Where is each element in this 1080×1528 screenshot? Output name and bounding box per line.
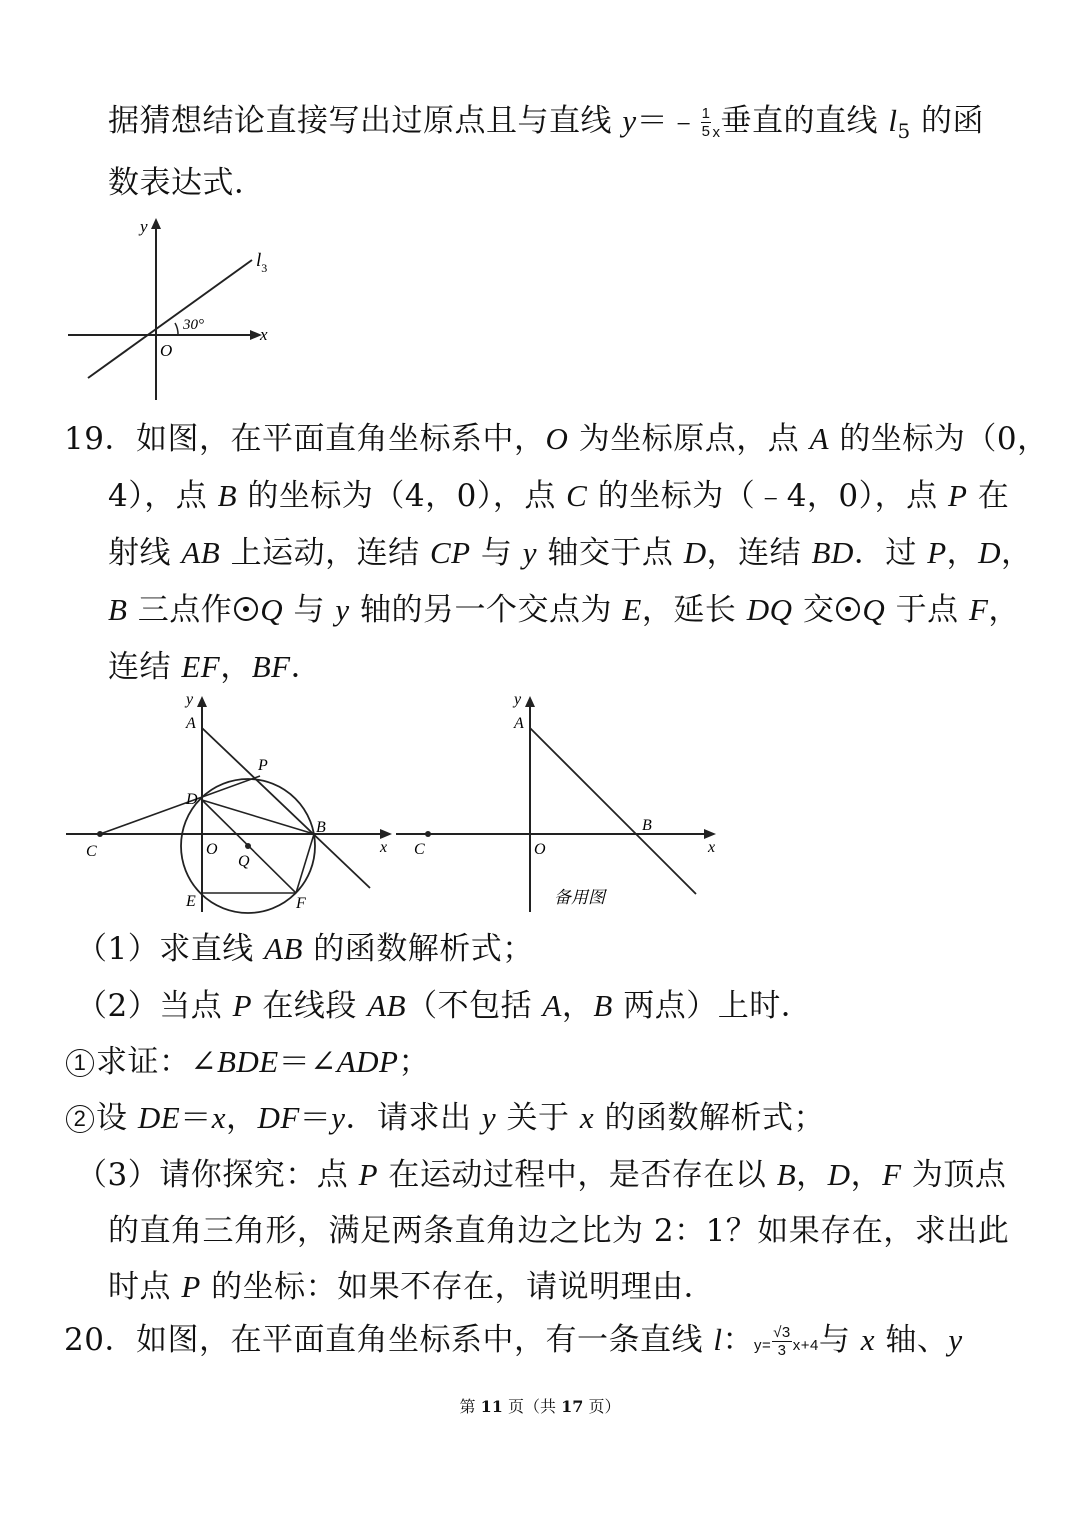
- y-arrow: [151, 218, 161, 229]
- page-total: 17: [561, 1397, 584, 1416]
- label-a: A: [514, 715, 524, 732]
- part-1: （1）求直线 AB 的函数解析式；: [76, 931, 534, 967]
- fraction-one-fifth: $\frac{1}{5}$: [701, 105, 711, 140]
- label-d: D: [186, 791, 198, 808]
- x-label: x: [260, 325, 268, 344]
- label-f: F: [296, 895, 306, 912]
- q19-line-1: 19．如图，在平面直角坐标系中，O 为坐标原点，点 A 的坐标为（0，: [64, 421, 1049, 457]
- x-arrow: [704, 829, 716, 839]
- figure-q19-main: [60, 688, 400, 916]
- q19-line-2: 4），点 B 的坐标为（4，0），点 C 的坐标为（﹣4，0），点 P 在: [108, 478, 1010, 514]
- line-l3: [88, 260, 252, 378]
- point-c: [97, 831, 103, 837]
- origin-label: O: [160, 341, 173, 360]
- y-label: y: [514, 691, 522, 708]
- page-number: 11: [480, 1397, 503, 1416]
- q20-line-1: 20．如图，在平面直角坐标系中，有一条直线 l：y= $\frac{√3}{3}$ x+4与 x 轴、y: [64, 1322, 963, 1359]
- label-q: Q: [238, 853, 250, 870]
- y-label: y: [140, 217, 148, 236]
- label-e: E: [186, 893, 196, 910]
- label-b: B: [316, 819, 326, 836]
- y-arrow: [525, 696, 535, 707]
- label-p: P: [258, 757, 268, 774]
- part-3-line-2: 的直角三角形，满足两条直角边之比为 2：1？如果存在，求出此: [108, 1213, 1010, 1249]
- x-label: x: [380, 839, 388, 856]
- point-q: [245, 843, 251, 849]
- y-label: y: [186, 691, 194, 708]
- spare-figure-caption: 备用图: [554, 888, 605, 908]
- part-2: （2）当点 P 在线段 AB（不包括 A，B 两点）上时．: [76, 988, 813, 1024]
- figure-q19-spare: [396, 688, 730, 916]
- line-cp: [100, 776, 260, 834]
- line-bf: [296, 834, 314, 893]
- angle-label: 30°: [183, 317, 204, 333]
- line-ab: [530, 728, 696, 894]
- text-line-1: 据猜想结论直接写出过原点且与直线 y＝﹣ $\frac{1}{5}$ x垂直的直线 $l_5$ 的函: [108, 103, 985, 144]
- label-o: O: [534, 841, 546, 858]
- subpart-1: 1 求证：∠BDE＝∠ADP；: [66, 1042, 430, 1082]
- x-arrow: [380, 829, 392, 839]
- q19-line-4: B 三点作 Q 与 y 轴的另一个交点为 E，延长 DQ 交 Q 于点 F，: [108, 592, 1020, 628]
- q19-line-5: 连结 EF，BF．: [108, 649, 323, 685]
- circled-number-2: 2: [66, 1105, 94, 1133]
- part-3-line-1: （3）请你探究：点 P 在运动过程中，是否存在以 B，D，F 为顶点: [76, 1157, 1007, 1193]
- part-3-line-3: 时点 P 的坐标：如果不存在，请说明理由．: [108, 1269, 716, 1305]
- circle-dot-icon: [234, 597, 258, 621]
- y-arrow: [197, 696, 207, 707]
- label-c: C: [86, 843, 97, 860]
- label-o: O: [206, 841, 218, 858]
- label-b: B: [642, 817, 652, 834]
- q19-line-3: 射线 AB 上运动，连结 CP 与 y 轴交于点 D，连结 BD．过 P，D，: [108, 535, 1033, 571]
- subpart-2: 2 设 DE＝x，DF＝y．请求出 y 关于 x 的函数解析式；: [66, 1098, 825, 1138]
- figure-l3-line: [60, 212, 290, 404]
- l3-label: $l_3$: [256, 250, 268, 275]
- angle-arc: [175, 323, 178, 335]
- x-label: x: [708, 839, 716, 856]
- fraction-sqrt3-over-3: $\frac{√3}{3}$: [773, 1324, 791, 1359]
- circle-dot-icon: [836, 597, 860, 621]
- circled-number-1: 1: [66, 1049, 94, 1077]
- page-footer: 第 11 页（共 17 页）: [459, 1397, 621, 1416]
- label-a: A: [186, 715, 196, 732]
- label-c: C: [414, 841, 425, 858]
- text-line-2: 数表达式．: [108, 165, 266, 201]
- point-c: [425, 831, 431, 837]
